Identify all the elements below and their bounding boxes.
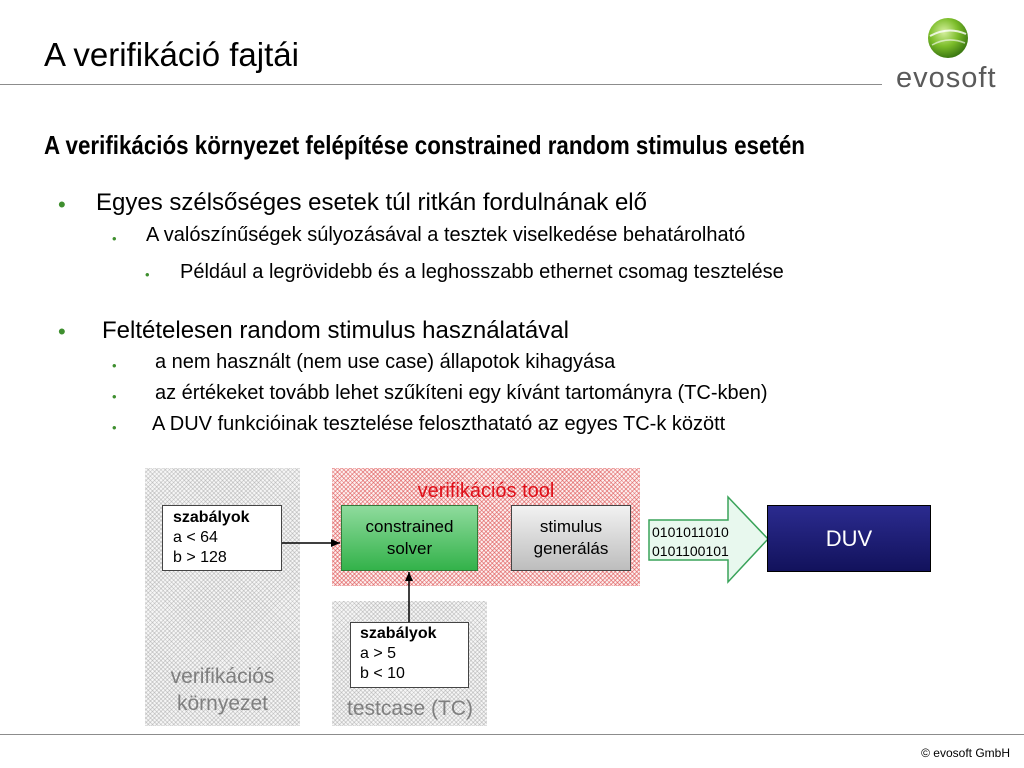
solver-label-line1: constrained — [365, 517, 454, 536]
bitstream-line2: 0101100101 — [652, 543, 729, 559]
testcase-label: testcase (TC) — [346, 697, 474, 720]
stimulus-label-line1: stimulus — [539, 517, 603, 536]
environment-label-line1: verifikációs — [170, 665, 275, 688]
duv-label: DUV — [825, 526, 873, 551]
verification-tool-label: verifikációs tool — [417, 480, 555, 502]
bullet-level2: az értékeket tovább lehet szűkíteni egy kívánt tartományra (TC-kben) — [155, 382, 768, 404]
footer-copyright: © evosoft GmbH — [921, 746, 1010, 760]
bullet-level2: A DUV funkcióinak tesztelése feloszthatató az egyes TC-k között — [152, 413, 726, 435]
bitstream-line1: 0101011010 — [652, 524, 729, 540]
rules-line: a > 5 — [360, 645, 397, 662]
bullet-icon: • — [58, 319, 66, 344]
rules-title: szabályok — [360, 625, 437, 642]
bullet-icon: • — [112, 358, 117, 373]
bullet-icon: • — [145, 267, 150, 282]
bullet-level2: a nem használt (nem use case) állapotok kihagyása — [155, 351, 616, 373]
bullet-icon: • — [112, 231, 117, 246]
bullet-level3: Például a legrövidebb és a leghosszabb ethernet csomag tesztelése — [180, 261, 784, 283]
bullet-icon: • — [58, 192, 66, 217]
bitstream-text — [652, 523, 729, 561]
bullet-level1: Feltételesen random stimulus használatával — [102, 317, 569, 344]
environment-label-line2: környezet — [176, 692, 269, 715]
bullet-icon: • — [112, 420, 117, 435]
bullet-level2: A valószínűségek súlyozásával a tesztek viselkedése behatárolható — [146, 224, 746, 246]
duv-box — [767, 505, 931, 572]
rules-title: szabályok — [173, 509, 250, 526]
rules-line: b > 128 — [173, 549, 227, 566]
slide-subtitle: A verifikációs környezet felépítése constrained random stimulus esetén — [44, 130, 805, 160]
rules-line: a < 64 — [173, 529, 218, 546]
slide-title: A verifikáció fajtái — [44, 36, 299, 73]
footer-divider — [0, 734, 1024, 735]
logo-wordmark: evosoft — [896, 62, 997, 94]
rules-line: b < 10 — [360, 665, 405, 682]
solver-label-line2: solver — [386, 539, 433, 558]
stimulus-label-line2: generálás — [533, 539, 609, 558]
bullet-level1: Egyes szélsőséges esetek túl ritkán fordulnának elő — [96, 189, 647, 216]
bullet-icon: • — [112, 389, 117, 404]
